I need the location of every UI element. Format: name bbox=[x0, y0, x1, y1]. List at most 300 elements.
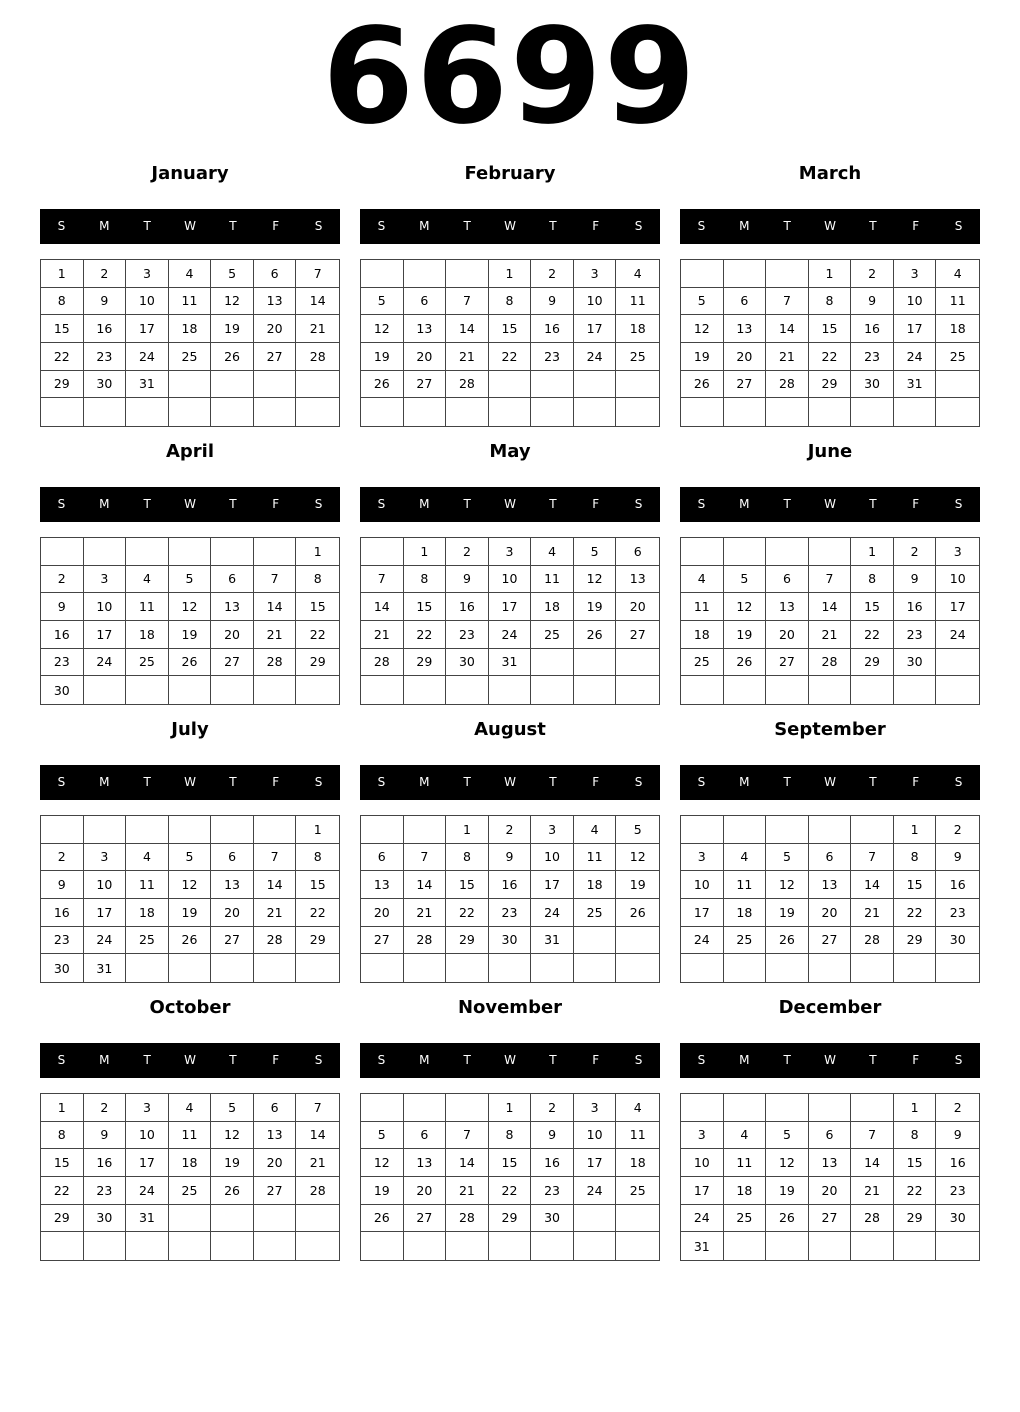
day-cell: 15 bbox=[296, 593, 339, 621]
day-cell: 11 bbox=[126, 871, 169, 899]
day-cell: 26 bbox=[616, 899, 659, 927]
weekday-label: T bbox=[229, 497, 237, 511]
empty-cell bbox=[404, 1232, 447, 1260]
empty-cell bbox=[126, 816, 169, 844]
day-cell: 26 bbox=[169, 649, 212, 677]
day-cell: 1 bbox=[489, 1094, 532, 1122]
weekday-label: T bbox=[549, 219, 557, 233]
day-cell: 10 bbox=[126, 288, 169, 316]
empty-cell bbox=[169, 371, 212, 399]
day-cell: 12 bbox=[766, 871, 809, 899]
empty-cell bbox=[766, 260, 809, 288]
day-cell: 4 bbox=[531, 538, 574, 566]
day-cell: 22 bbox=[296, 899, 339, 927]
day-cell: 1 bbox=[41, 1094, 84, 1122]
empty-cell bbox=[531, 398, 574, 426]
day-cell: 23 bbox=[84, 1177, 127, 1205]
day-cell: 21 bbox=[851, 1177, 894, 1205]
day-cell: 17 bbox=[574, 1149, 617, 1177]
weekday-label: F bbox=[592, 1053, 600, 1067]
day-cell: 29 bbox=[296, 927, 339, 955]
day-cell: 12 bbox=[169, 871, 212, 899]
weekday-label: M bbox=[739, 219, 750, 233]
empty-cell bbox=[766, 816, 809, 844]
day-cell: 6 bbox=[809, 844, 852, 872]
day-cell: 13 bbox=[404, 315, 447, 343]
weekday-header bbox=[680, 209, 980, 244]
empty-cell bbox=[574, 676, 617, 704]
day-cell: 23 bbox=[894, 621, 937, 649]
day-cell: 2 bbox=[41, 566, 84, 594]
weekday-label: F bbox=[912, 497, 920, 511]
day-cell: 4 bbox=[574, 816, 617, 844]
weekday-label: T bbox=[869, 1053, 877, 1067]
day-cell: 16 bbox=[531, 315, 574, 343]
day-cell: 28 bbox=[851, 927, 894, 955]
day-cell: 6 bbox=[809, 1122, 852, 1150]
day-cell: 5 bbox=[361, 1122, 404, 1150]
weekday-header bbox=[40, 1043, 340, 1078]
day-cell: 23 bbox=[489, 899, 532, 927]
day-cell: 23 bbox=[936, 1177, 979, 1205]
empty-cell bbox=[41, 816, 84, 844]
day-cell: 19 bbox=[616, 871, 659, 899]
day-cell: 31 bbox=[894, 371, 937, 399]
empty-cell bbox=[809, 816, 852, 844]
day-cell: 29 bbox=[404, 649, 447, 677]
weekday-header bbox=[360, 487, 660, 522]
empty-cell bbox=[894, 954, 937, 982]
day-cell: 13 bbox=[809, 1149, 852, 1177]
month-october bbox=[40, 993, 340, 1226]
day-cell: 14 bbox=[254, 871, 297, 899]
month-title: February bbox=[464, 163, 556, 184]
day-cell: 13 bbox=[361, 871, 404, 899]
weekday-label: M bbox=[99, 1053, 110, 1067]
empty-cell bbox=[446, 260, 489, 288]
day-cell: 22 bbox=[41, 1177, 84, 1205]
empty-cell bbox=[531, 371, 574, 399]
day-cell: 15 bbox=[404, 593, 447, 621]
empty-cell bbox=[936, 371, 979, 399]
day-cell: 4 bbox=[681, 566, 724, 594]
empty-cell bbox=[254, 676, 297, 704]
day-cell: 18 bbox=[936, 315, 979, 343]
day-cell: 7 bbox=[446, 1122, 489, 1150]
empty-cell bbox=[404, 816, 447, 844]
empty-cell bbox=[809, 538, 852, 566]
day-cell: 10 bbox=[489, 566, 532, 594]
day-cell: 26 bbox=[211, 343, 254, 371]
day-cell: 5 bbox=[169, 566, 212, 594]
day-grid bbox=[680, 537, 980, 705]
weekday-label: T bbox=[869, 775, 877, 789]
day-cell: 22 bbox=[489, 1177, 532, 1205]
day-cell: 21 bbox=[446, 343, 489, 371]
day-cell: 1 bbox=[41, 260, 84, 288]
day-cell: 5 bbox=[724, 566, 767, 594]
day-cell: 4 bbox=[126, 844, 169, 872]
day-cell: 9 bbox=[531, 1122, 574, 1150]
empty-cell bbox=[296, 1205, 339, 1233]
weekday-label: W bbox=[504, 775, 516, 789]
empty-cell bbox=[84, 816, 127, 844]
weekday-label: F bbox=[912, 775, 920, 789]
empty-cell bbox=[489, 1232, 532, 1260]
day-cell: 3 bbox=[84, 844, 127, 872]
day-cell: 14 bbox=[809, 593, 852, 621]
day-cell: 23 bbox=[936, 899, 979, 927]
weekday-label: F bbox=[592, 497, 600, 511]
day-cell: 16 bbox=[489, 871, 532, 899]
day-cell: 6 bbox=[766, 566, 809, 594]
day-cell: 10 bbox=[574, 288, 617, 316]
day-cell: 29 bbox=[894, 927, 937, 955]
day-cell: 30 bbox=[41, 954, 84, 982]
day-grid bbox=[40, 1093, 340, 1261]
day-cell: 10 bbox=[894, 288, 937, 316]
day-cell: 1 bbox=[851, 538, 894, 566]
day-cell: 5 bbox=[574, 538, 617, 566]
empty-cell bbox=[169, 954, 212, 982]
weekday-label: T bbox=[783, 1053, 791, 1067]
empty-cell bbox=[616, 398, 659, 426]
day-cell: 17 bbox=[936, 593, 979, 621]
day-cell: 17 bbox=[84, 899, 127, 927]
day-cell: 22 bbox=[41, 343, 84, 371]
day-cell: 19 bbox=[361, 1177, 404, 1205]
day-cell: 5 bbox=[681, 288, 724, 316]
day-cell: 19 bbox=[574, 593, 617, 621]
weekday-label: M bbox=[419, 775, 430, 789]
day-cell: 11 bbox=[574, 844, 617, 872]
day-cell: 23 bbox=[41, 649, 84, 677]
empty-cell bbox=[724, 398, 767, 426]
day-cell: 11 bbox=[616, 1122, 659, 1150]
weekday-label: S bbox=[954, 1053, 963, 1067]
day-cell: 5 bbox=[169, 844, 212, 872]
weekday-label: W bbox=[184, 1053, 196, 1067]
empty-cell bbox=[574, 1205, 617, 1233]
day-cell: 6 bbox=[724, 288, 767, 316]
day-cell: 4 bbox=[616, 1094, 659, 1122]
weekday-header bbox=[360, 209, 660, 244]
day-cell: 25 bbox=[724, 1205, 767, 1233]
day-cell: 22 bbox=[404, 621, 447, 649]
day-cell: 28 bbox=[809, 649, 852, 677]
day-cell: 27 bbox=[404, 1205, 447, 1233]
day-cell: 17 bbox=[126, 315, 169, 343]
day-cell: 9 bbox=[851, 288, 894, 316]
day-cell: 17 bbox=[681, 899, 724, 927]
day-cell: 26 bbox=[211, 1177, 254, 1205]
day-cell: 16 bbox=[84, 315, 127, 343]
day-cell: 24 bbox=[126, 343, 169, 371]
empty-cell bbox=[936, 954, 979, 982]
day-cell: 11 bbox=[724, 871, 767, 899]
day-cell: 29 bbox=[489, 1205, 532, 1233]
day-cell: 15 bbox=[809, 315, 852, 343]
weekday-label: S bbox=[314, 1053, 323, 1067]
day-cell: 25 bbox=[169, 1177, 212, 1205]
empty-cell bbox=[616, 649, 659, 677]
day-cell: 13 bbox=[724, 315, 767, 343]
day-cell: 3 bbox=[126, 260, 169, 288]
weekday-label: S bbox=[57, 219, 66, 233]
month-september bbox=[680, 715, 980, 948]
day-cell: 24 bbox=[936, 621, 979, 649]
empty-cell bbox=[404, 1094, 447, 1122]
day-cell: 19 bbox=[169, 899, 212, 927]
month-title: April bbox=[165, 441, 215, 462]
day-cell: 17 bbox=[894, 315, 937, 343]
empty-cell bbox=[254, 538, 297, 566]
day-cell: 18 bbox=[126, 899, 169, 927]
day-cell: 2 bbox=[446, 538, 489, 566]
weekday-label: T bbox=[229, 1053, 237, 1067]
day-cell: 7 bbox=[766, 288, 809, 316]
day-cell: 26 bbox=[681, 371, 724, 399]
month-title: October bbox=[149, 997, 231, 1018]
day-cell: 25 bbox=[574, 899, 617, 927]
weekday-label: F bbox=[592, 775, 600, 789]
day-cell: 26 bbox=[361, 1205, 404, 1233]
day-cell: 8 bbox=[41, 1122, 84, 1150]
day-cell: 5 bbox=[616, 816, 659, 844]
day-cell: 27 bbox=[616, 621, 659, 649]
weekday-label: W bbox=[184, 497, 196, 511]
month-january bbox=[40, 159, 340, 392]
weekday-label: T bbox=[229, 219, 237, 233]
day-cell: 11 bbox=[724, 1149, 767, 1177]
day-cell: 16 bbox=[936, 1149, 979, 1177]
empty-cell bbox=[681, 816, 724, 844]
day-cell: 8 bbox=[894, 1122, 937, 1150]
weekday-label: S bbox=[377, 1053, 386, 1067]
empty-cell bbox=[936, 649, 979, 677]
day-cell: 1 bbox=[809, 260, 852, 288]
day-grid bbox=[360, 1093, 660, 1261]
day-cell: 6 bbox=[404, 288, 447, 316]
day-cell: 11 bbox=[169, 1122, 212, 1150]
empty-cell bbox=[361, 816, 404, 844]
day-cell: 20 bbox=[254, 315, 297, 343]
day-cell: 24 bbox=[681, 1205, 724, 1233]
day-cell: 2 bbox=[84, 260, 127, 288]
day-cell: 28 bbox=[446, 371, 489, 399]
empty-cell bbox=[84, 398, 127, 426]
weekday-label: S bbox=[634, 497, 643, 511]
day-cell: 26 bbox=[169, 927, 212, 955]
day-cell: 31 bbox=[681, 1232, 724, 1260]
day-cell: 14 bbox=[404, 871, 447, 899]
day-cell: 13 bbox=[616, 566, 659, 594]
day-cell: 19 bbox=[766, 899, 809, 927]
day-cell: 8 bbox=[404, 566, 447, 594]
day-cell: 12 bbox=[616, 844, 659, 872]
weekday-label: T bbox=[463, 775, 471, 789]
empty-cell bbox=[766, 1232, 809, 1260]
day-cell: 10 bbox=[936, 566, 979, 594]
day-cell: 19 bbox=[169, 621, 212, 649]
weekday-label: M bbox=[99, 775, 110, 789]
weekday-label: T bbox=[143, 219, 151, 233]
month-november bbox=[360, 993, 660, 1226]
empty-cell bbox=[851, 1232, 894, 1260]
day-cell: 27 bbox=[404, 371, 447, 399]
day-cell: 1 bbox=[296, 538, 339, 566]
day-cell: 5 bbox=[211, 260, 254, 288]
day-cell: 31 bbox=[126, 1205, 169, 1233]
day-cell: 27 bbox=[254, 343, 297, 371]
day-cell: 15 bbox=[851, 593, 894, 621]
empty-cell bbox=[724, 538, 767, 566]
day-cell: 15 bbox=[489, 315, 532, 343]
day-cell: 3 bbox=[681, 844, 724, 872]
day-grid bbox=[360, 537, 660, 705]
day-cell: 6 bbox=[211, 844, 254, 872]
weekday-label: T bbox=[869, 497, 877, 511]
day-cell: 7 bbox=[851, 1122, 894, 1150]
weekday-label: T bbox=[783, 219, 791, 233]
day-cell: 8 bbox=[296, 844, 339, 872]
day-cell: 28 bbox=[404, 927, 447, 955]
weekday-header bbox=[680, 765, 980, 800]
empty-cell bbox=[809, 1094, 852, 1122]
day-cell: 14 bbox=[446, 1149, 489, 1177]
day-cell: 7 bbox=[404, 844, 447, 872]
day-cell: 2 bbox=[894, 538, 937, 566]
empty-cell bbox=[851, 954, 894, 982]
day-cell: 9 bbox=[41, 593, 84, 621]
day-cell: 18 bbox=[126, 621, 169, 649]
weekday-label: T bbox=[463, 1053, 471, 1067]
empty-cell bbox=[489, 398, 532, 426]
month-june bbox=[680, 437, 980, 670]
day-cell: 22 bbox=[489, 343, 532, 371]
day-cell: 17 bbox=[531, 871, 574, 899]
day-cell: 15 bbox=[296, 871, 339, 899]
day-cell: 27 bbox=[254, 1177, 297, 1205]
empty-cell bbox=[574, 1232, 617, 1260]
day-cell: 18 bbox=[681, 621, 724, 649]
day-cell: 22 bbox=[894, 1177, 937, 1205]
day-cell: 19 bbox=[681, 343, 724, 371]
day-cell: 18 bbox=[616, 1149, 659, 1177]
day-cell: 31 bbox=[531, 927, 574, 955]
day-cell: 12 bbox=[574, 566, 617, 594]
weekday-label: S bbox=[57, 1053, 66, 1067]
empty-cell bbox=[404, 260, 447, 288]
month-april bbox=[40, 437, 340, 698]
day-cell: 13 bbox=[404, 1149, 447, 1177]
empty-cell bbox=[766, 954, 809, 982]
day-cell: 30 bbox=[894, 649, 937, 677]
weekday-label: T bbox=[549, 775, 557, 789]
day-grid bbox=[360, 259, 660, 427]
day-cell: 16 bbox=[936, 871, 979, 899]
day-cell: 25 bbox=[681, 649, 724, 677]
day-cell: 5 bbox=[766, 844, 809, 872]
day-cell: 28 bbox=[361, 649, 404, 677]
day-cell: 26 bbox=[361, 371, 404, 399]
day-cell: 12 bbox=[361, 315, 404, 343]
day-cell: 19 bbox=[361, 343, 404, 371]
day-cell: 22 bbox=[296, 621, 339, 649]
empty-cell bbox=[616, 676, 659, 704]
month-title: September bbox=[774, 719, 886, 740]
day-cell: 1 bbox=[894, 816, 937, 844]
day-cell: 10 bbox=[681, 1149, 724, 1177]
day-cell: 17 bbox=[84, 621, 127, 649]
day-cell: 22 bbox=[446, 899, 489, 927]
weekday-header bbox=[680, 487, 980, 522]
day-cell: 7 bbox=[851, 844, 894, 872]
day-cell: 12 bbox=[361, 1149, 404, 1177]
weekday-label: T bbox=[463, 497, 471, 511]
day-cell: 9 bbox=[41, 871, 84, 899]
day-cell: 4 bbox=[169, 260, 212, 288]
empty-cell bbox=[254, 816, 297, 844]
day-cell: 10 bbox=[84, 593, 127, 621]
weekday-label: F bbox=[592, 219, 600, 233]
empty-cell bbox=[126, 538, 169, 566]
day-cell: 9 bbox=[84, 288, 127, 316]
day-cell: 2 bbox=[851, 260, 894, 288]
weekday-label: W bbox=[184, 219, 196, 233]
day-cell: 14 bbox=[446, 315, 489, 343]
day-cell: 14 bbox=[361, 593, 404, 621]
day-cell: 14 bbox=[766, 315, 809, 343]
day-cell: 27 bbox=[809, 927, 852, 955]
day-cell: 28 bbox=[766, 371, 809, 399]
day-cell: 7 bbox=[254, 566, 297, 594]
day-cell: 7 bbox=[361, 566, 404, 594]
empty-cell bbox=[41, 398, 84, 426]
day-cell: 3 bbox=[936, 538, 979, 566]
empty-cell bbox=[296, 398, 339, 426]
weekday-label: T bbox=[783, 497, 791, 511]
day-cell: 30 bbox=[531, 1205, 574, 1233]
day-cell: 6 bbox=[616, 538, 659, 566]
day-cell: 14 bbox=[296, 1122, 339, 1150]
day-cell: 18 bbox=[169, 315, 212, 343]
empty-cell bbox=[211, 371, 254, 399]
day-cell: 15 bbox=[489, 1149, 532, 1177]
day-cell: 2 bbox=[489, 816, 532, 844]
day-cell: 10 bbox=[681, 871, 724, 899]
empty-cell bbox=[41, 1232, 84, 1260]
weekday-label: T bbox=[229, 775, 237, 789]
day-cell: 1 bbox=[894, 1094, 937, 1122]
day-cell: 23 bbox=[41, 927, 84, 955]
empty-cell bbox=[616, 371, 659, 399]
weekday-label: M bbox=[739, 497, 750, 511]
day-grid bbox=[680, 1093, 980, 1261]
day-cell: 7 bbox=[809, 566, 852, 594]
empty-cell bbox=[404, 676, 447, 704]
day-cell: 19 bbox=[766, 1177, 809, 1205]
day-cell: 29 bbox=[446, 927, 489, 955]
day-cell: 25 bbox=[126, 649, 169, 677]
day-cell: 24 bbox=[681, 927, 724, 955]
day-cell: 25 bbox=[531, 621, 574, 649]
day-grid bbox=[40, 815, 340, 983]
day-cell: 26 bbox=[766, 1205, 809, 1233]
weekday-label: S bbox=[314, 497, 323, 511]
day-cell: 28 bbox=[446, 1205, 489, 1233]
empty-cell bbox=[296, 676, 339, 704]
